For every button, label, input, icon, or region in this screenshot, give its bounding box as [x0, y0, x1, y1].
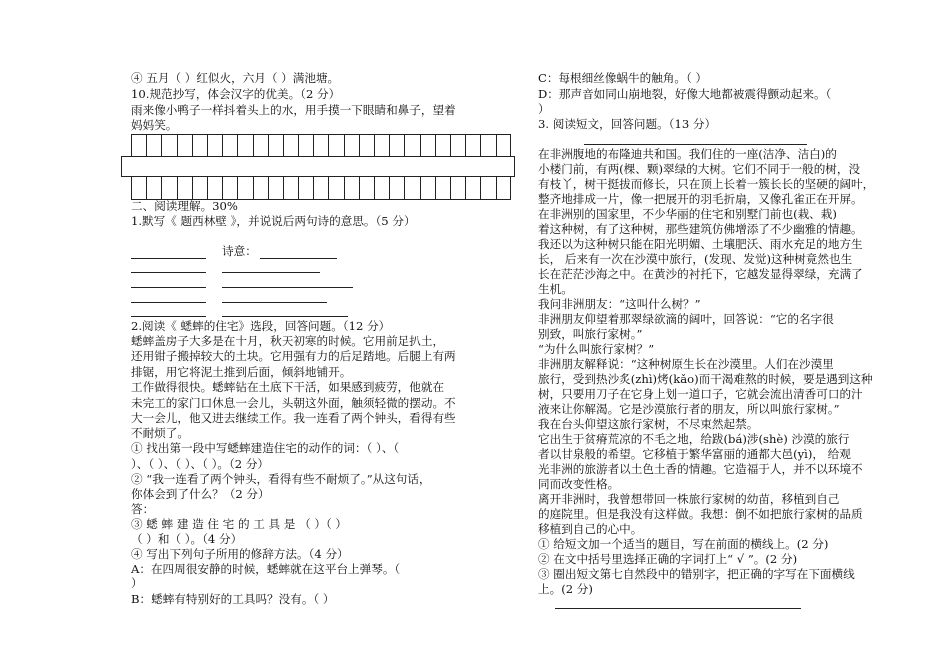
poem-meaning-line-3[interactable] — [222, 287, 353, 288]
copy-grid-bottom-row — [131, 177, 511, 199]
subquestion-2-line-2: 你体会到了什么？（2 分） — [131, 487, 270, 501]
article-para-1-line-2: 小楼门前，有两(棵、颗)翠绿的大树。它们不同于一般的树，没 — [538, 162, 861, 176]
subquestion-4-item-b: B：蟋蟀有特别好的工具吗？没有。（ ） — [131, 592, 335, 606]
correction-answer-line[interactable] — [555, 608, 801, 609]
subquestion-4-item-c: C：每根细丝像蜗牛的触角。（ ） — [538, 71, 708, 85]
question-10-title: 10.规范抄写，体会汉字的优美。（2 分） — [131, 87, 341, 101]
passage-para-2-line-4: 不耐烦了。 — [131, 426, 189, 440]
copy-grid-middle-band — [121, 156, 515, 177]
poem-line-1[interactable] — [131, 258, 206, 259]
article-para-7: 我在台头仰望这旅行家树，不尽束然起禁。 — [538, 417, 759, 431]
poem-meaning-label: 诗意： — [222, 244, 257, 258]
subquestion-3-line-1: ③ 蟋 蟀 建 造 住 宅 的 工 具 是 （ ）（ ） — [131, 517, 348, 531]
article-question-3-line-1: ③ 圈出短文第七自然段中的错别字，把正确的字写在下面横线 — [538, 567, 855, 581]
article-para-9-line-1: 离开非洲时，我曾想带回一株旅行家树的幼苗，移植到自己 — [538, 492, 840, 506]
article-para-2-line-6: 生机。 — [538, 282, 573, 296]
question-1-title: 1.默写《 题西林壁 》，并说说后两句诗的意思。（5 分） — [131, 214, 416, 228]
section-2-title: 二、阅读理解。30% — [131, 199, 238, 213]
subquestion-4-item-d: D：那声音如同山崩地裂，好像大地都被震得颤动起来。（ — [538, 87, 832, 101]
question-10-text-line-1: 雨来像小鸭子一样抖着头上的水，用手摸一下眼睛和鼻子，望着 — [131, 103, 456, 117]
poem-line-3[interactable] — [131, 287, 206, 288]
poem-line-4[interactable] — [131, 302, 206, 303]
article-para-2-line-2: 着这种树，有了这种树，那些建筑仿佛增添了不少幽雅的情趣。 — [538, 222, 863, 236]
article-para-6-line-2: 旅行，受到热沙炙(zhì)烤(kǎo)而干渴难熬的时候，要是遇到这种 — [538, 372, 873, 386]
article-para-8-line-3: 光非洲的旅游者以土色土香的情趣。它造福于人，并不以环境不 — [538, 462, 863, 476]
poem-meaning-line-2[interactable] — [222, 272, 320, 273]
subquestion-4-title: ④ 写出下列句子所用的修辞方法。（4 分） — [131, 547, 349, 561]
poem-line-5[interactable] — [131, 316, 206, 317]
article-question-2: ② 在文中括号里选择正确的字词打上“ √ ”。(2 分) — [538, 552, 798, 566]
subquestion-4-item-a-cont: ） — [131, 576, 143, 590]
article-para-2-line-1: 在非洲别的国家里，不少华丽的住宅和别墅门前也(栽、栽) — [538, 207, 837, 221]
article-para-6-line-3: 树，只要用刀子在它身上划一道口子，它就会流出清香可口的汁 — [538, 387, 863, 401]
article-para-4-line-1: 非洲朋友仰望着那翠绿欲滴的阔叶，回答说：“它的名字很 — [538, 312, 834, 326]
subquestion-1-line-1: ① 找出第一段中写蟋蟀建造住宅的动作的词：（ ）、（ — [131, 441, 400, 455]
article-para-8-line-2: 者以甘泉般的希望。它移植于繁华富丽的通都大邑(yì)， 给观 — [538, 447, 851, 461]
passage-para-2-line-1: 工作做得很快。蟋蟀钻在土底下干活，如果感到疲劳，他就在 — [131, 380, 445, 394]
article-para-1-line-3: 有枝丫，树干挺拔而修长，只在顶上长着一簇长长的坚硬的阔叶， — [538, 177, 875, 191]
poem-meaning-line-1[interactable] — [260, 258, 337, 259]
subquestion-1-line-2: ）、（ ）、（ ）、（ ）。（2 分） — [131, 457, 270, 471]
poem-meaning-line-5[interactable] — [222, 316, 348, 317]
question-3-title: 3. 阅读短文，回答问题。（13 分） — [538, 117, 717, 131]
article-para-2-line-3: 我还以为这种树只能在阳光明媚、土壤肥沃、雨水充足的地方生 — [538, 237, 863, 251]
poem-meaning-line-4[interactable] — [222, 302, 327, 303]
title-answer-line[interactable] — [584, 144, 807, 145]
article-para-2-line-5: 长在茫茫沙海之中。在黄沙的衬托下，它越发显得翠绿，充满了 — [538, 267, 863, 281]
article-para-6-line-4: 液来让你解渴。它是沙漠旅行者的朋友，所以叫旅行家树。” — [538, 402, 840, 416]
article-para-8-line-4: 同而改变性格。 — [538, 477, 620, 491]
subquestion-2-line-1: ② “我一连看了两个钟头，看得有些不耐烦了。”从这句话， — [131, 472, 431, 486]
article-para-2-line-4: 长， 后来有一次在沙漠中旅行，(发现、发觉)这种树竟然也生 — [538, 252, 853, 266]
article-para-8-line-1: 它出生于贫瘠荒凉的不毛之地，给跋(bá)涉(shè) 沙漠的旅行 — [538, 432, 850, 446]
article-para-9-line-2: 的庭院里。但是我没有这样做。我想：倒不如把旅行家树的品质 — [538, 507, 863, 521]
article-para-1-line-4: 整齐地排成一片，像一把展开的羽毛折扇，又像孔雀正在开屏。 — [538, 192, 863, 206]
article-para-6-line-1: 非洲朋友解释说：“这种树原生长在沙漠里。人们在沙漠里 — [538, 357, 834, 371]
article-para-1-line-1: 在非洲腹地的布隆迪共和国。我们住的一座(洁净、洁白)的 — [538, 147, 837, 161]
subquestion-2-answer-label: 答： — [131, 502, 155, 516]
subquestion-4-item-a: A：在四周很安静的时候，蟋蟀就在这平台上弹琴。（ — [131, 562, 401, 576]
article-question-1: ① 给短文加一个适当的题目，写在前面的横线上。(2 分) — [538, 537, 829, 551]
passage-para-2-line-2: 未完工的家门口休息一会儿，头朝这外面，触须轻微的摆动。不 — [131, 396, 456, 410]
question-2-title: 2.阅读《 蟋蟀的住宅》选段，回答问题。（12 分） — [131, 319, 391, 333]
passage-para-2-line-3: 大一会儿，他又进去继续工作。我一连看了两个钟头，看得有些 — [131, 411, 456, 425]
poem-line-2[interactable] — [131, 272, 206, 273]
subquestion-4-item-d-cont: ） — [538, 102, 550, 116]
article-para-4-line-2: 别致，叫旅行家树。” — [538, 327, 643, 341]
copy-grid-top-row — [131, 134, 511, 156]
article-question-3-line-2: 上。(2 分) — [538, 582, 593, 596]
article-para-3: 我问非洲朋友：“这叫什么树？” — [538, 297, 701, 311]
subquestion-3-line-2: （ ）和（ ）。（4 分） — [131, 532, 243, 546]
copy-grid-top-edge — [131, 134, 511, 135]
passage-para-1-line-3: 排锯，用它将泥土推到后面，倾斜地铺开。 — [131, 365, 352, 379]
passage-para-1-line-1: 蟋蟀盖房子大多是在十月，秋天初寒的时候。它用前足扒土， — [131, 334, 445, 348]
article-para-9-line-3: 移植到自己的心中。 — [538, 522, 643, 536]
passage-para-1-line-2: 还用钳子搬掉较大的土块。它用强有力的后足踏地。后腿上有两 — [131, 349, 456, 363]
question-4-fill-line: ④ 五月（ ）红似火，六月（ ）满池塘。 — [131, 71, 340, 85]
question-10-text-line-2: 妈妈笑。 — [131, 118, 178, 132]
article-para-5: “为什么叫旅行家树？” — [538, 342, 655, 356]
